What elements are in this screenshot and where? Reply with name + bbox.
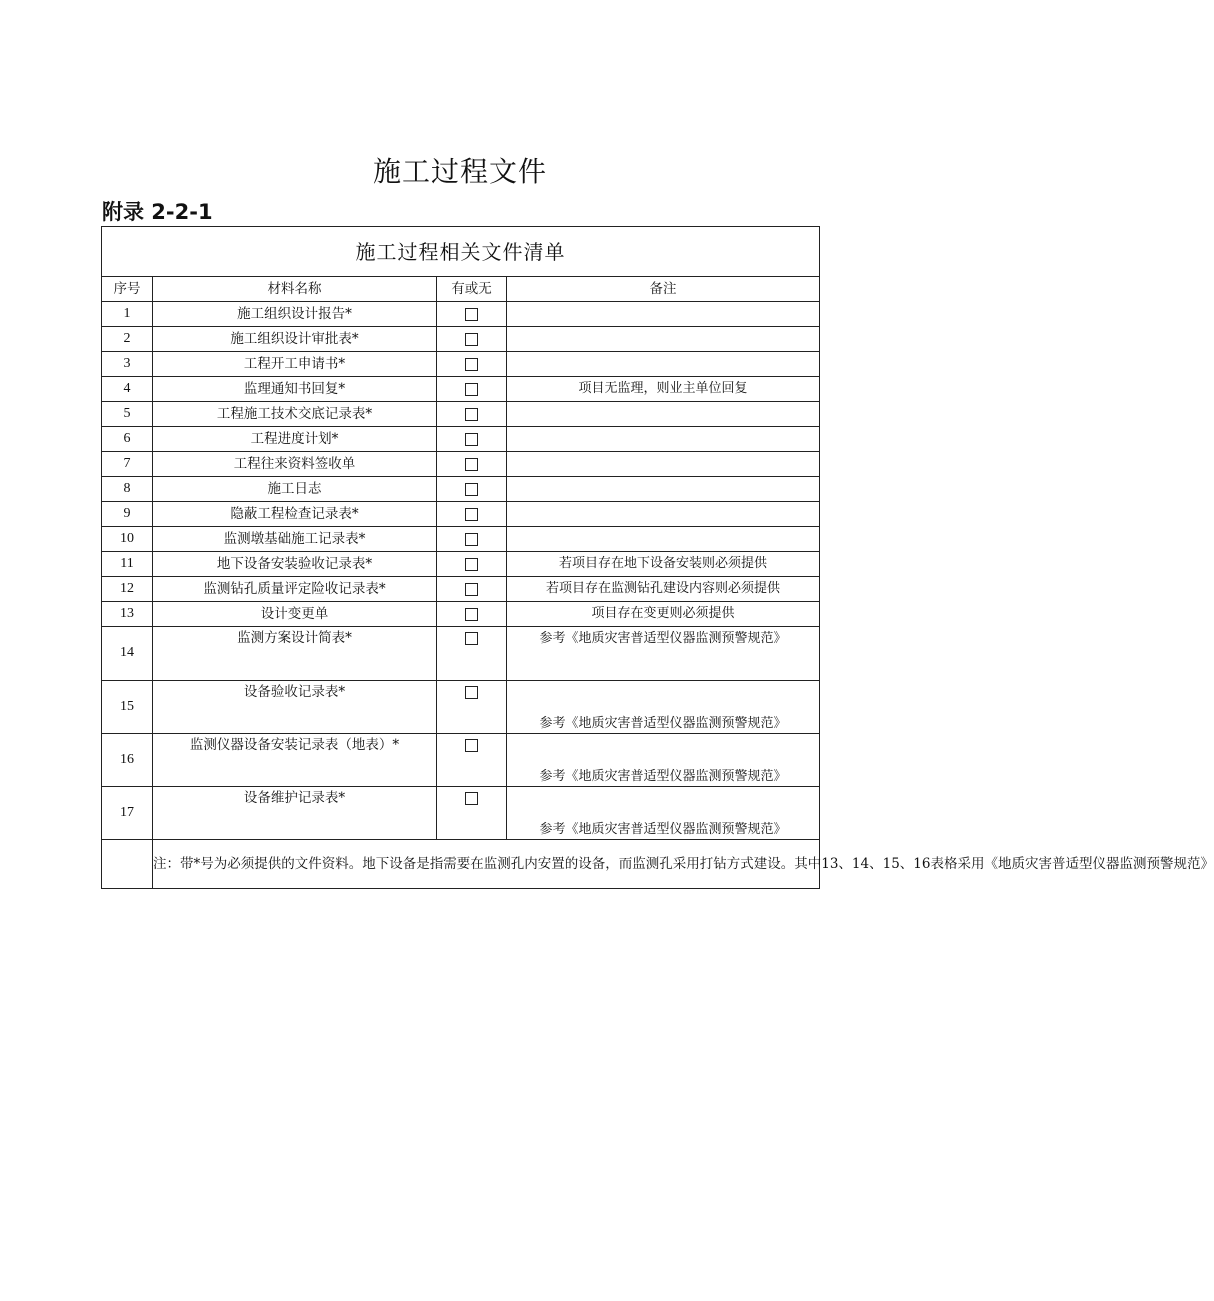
row-name: 施工组织设计报告* xyxy=(153,302,437,327)
presence-checkbox[interactable] xyxy=(465,632,478,645)
header-presence: 有或无 xyxy=(437,277,507,302)
row-remark: 项目存在变更则必须提供 xyxy=(507,602,820,627)
row-name: 工程进度计划* xyxy=(153,427,437,452)
row-index: 14 xyxy=(102,627,153,681)
presence-checkbox[interactable] xyxy=(465,458,478,471)
presence-checkbox[interactable] xyxy=(465,333,478,346)
row-remark: 若项目存在监测钻孔建设内容则必须提供 xyxy=(507,577,820,602)
document-checklist-table xyxy=(101,226,1214,889)
table-row xyxy=(102,681,820,734)
presence-checkbox[interactable] xyxy=(465,739,478,752)
presence-checkbox[interactable] xyxy=(465,686,478,699)
table-row xyxy=(102,302,820,327)
presence-checkbox[interactable] xyxy=(465,533,478,546)
row-remark: 参考《地质灾害普适型仪器监测预警规范》 xyxy=(507,627,820,681)
presence-checkbox[interactable] xyxy=(465,558,478,571)
table-row xyxy=(102,377,820,402)
row-remark: 若项目存在地下设备安装则必须提供 xyxy=(507,552,820,577)
row-remark xyxy=(507,327,820,352)
row-name: 监测仪器设备安装记录表（地表）* xyxy=(153,734,437,787)
row-index: 17 xyxy=(102,787,153,840)
row-remark xyxy=(507,352,820,377)
row-name: 设备维护记录表* xyxy=(153,787,437,840)
row-name: 设备验收记录表* xyxy=(153,681,437,734)
table-caption-row xyxy=(102,227,820,277)
table-row xyxy=(102,552,820,577)
row-index: 15 xyxy=(102,681,153,734)
table-row xyxy=(102,452,820,477)
row-index: 2 xyxy=(102,327,153,352)
row-name: 隐蔽工程检查记录表* xyxy=(153,502,437,527)
row-index: 10 xyxy=(102,527,153,552)
row-remark: 参考《地质灾害普适型仪器监测预警规范》 xyxy=(507,681,820,734)
page-title: 施工过程文件 xyxy=(372,155,547,188)
row-remark xyxy=(507,527,820,552)
table-row xyxy=(102,734,820,787)
row-index: 8 xyxy=(102,477,153,502)
row-name: 工程施工技术交底记录表* xyxy=(153,402,437,427)
row-name: 工程往来资料签收单 xyxy=(153,452,437,477)
presence-checkbox[interactable] xyxy=(465,508,478,521)
header-name: 材料名称 xyxy=(153,277,437,302)
row-index: 3 xyxy=(102,352,153,377)
row-index: 5 xyxy=(102,402,153,427)
presence-checkbox[interactable] xyxy=(465,583,478,596)
presence-checkbox[interactable] xyxy=(465,792,478,805)
row-index: 9 xyxy=(102,502,153,527)
note-spacer-cell xyxy=(102,840,153,889)
row-index: 16 xyxy=(102,734,153,787)
table-row xyxy=(102,477,820,502)
presence-checkbox[interactable] xyxy=(465,433,478,446)
table-row xyxy=(102,327,820,352)
row-index: 13 xyxy=(102,602,153,627)
table-header-row xyxy=(102,277,820,302)
row-name: 监测墩基础施工记录表* xyxy=(153,527,437,552)
table-row xyxy=(102,427,820,452)
presence-checkbox[interactable] xyxy=(465,608,478,621)
row-remark xyxy=(507,427,820,452)
row-name: 地下设备安装验收记录表* xyxy=(153,552,437,577)
row-name: 监理通知书回复* xyxy=(153,377,437,402)
appendix-label: 附录 2-2-1 xyxy=(102,200,213,224)
presence-checkbox[interactable] xyxy=(465,383,478,396)
row-remark: 项目无监理，则业主单位回复 xyxy=(507,377,820,402)
presence-checkbox[interactable] xyxy=(465,308,478,321)
row-remark: 参考《地质灾害普适型仪器监测预警规范》 xyxy=(507,734,820,787)
table-row xyxy=(102,627,820,681)
presence-checkbox[interactable] xyxy=(465,483,478,496)
table-note-row xyxy=(102,840,820,889)
row-index: 6 xyxy=(102,427,153,452)
header-remark: 备注 xyxy=(507,277,820,302)
table-row xyxy=(102,402,820,427)
table-caption: 施工过程相关文件清单 xyxy=(102,227,820,277)
presence-checkbox[interactable] xyxy=(465,408,478,421)
table-note: 注：带*号为必须提供的文件资料。地下设备是指需要在监测孔内安置的设备，而监测孔采用打钻方式建设。其中13、14、15、16表格采用《地质灾害普适型仪器监测预警规范》 xyxy=(153,840,820,889)
row-name: 设计变更单 xyxy=(153,602,437,627)
table-row xyxy=(102,787,820,840)
table-row xyxy=(102,352,820,377)
table-row xyxy=(102,527,820,552)
presence-checkbox[interactable] xyxy=(465,358,478,371)
row-index: 1 xyxy=(102,302,153,327)
row-remark: 参考《地质灾害普适型仪器监测预警规范》 xyxy=(507,787,820,840)
row-remark xyxy=(507,477,820,502)
row-remark xyxy=(507,402,820,427)
row-name: 监测方案设计简表* xyxy=(153,627,437,681)
row-name: 施工日志 xyxy=(153,477,437,502)
table-row xyxy=(102,602,820,627)
row-index: 7 xyxy=(102,452,153,477)
row-name: 监测钻孔质量评定险收记录表* xyxy=(153,577,437,602)
row-remark xyxy=(507,452,820,477)
header-index: 序号 xyxy=(102,277,153,302)
table-row xyxy=(102,502,820,527)
row-index: 12 xyxy=(102,577,153,602)
row-index: 11 xyxy=(102,552,153,577)
row-remark xyxy=(507,302,820,327)
row-remark xyxy=(507,502,820,527)
row-name: 工程开工申请书* xyxy=(153,352,437,377)
row-name: 施工组织设计审批表* xyxy=(153,327,437,352)
table-row xyxy=(102,577,820,602)
row-index: 4 xyxy=(102,377,153,402)
